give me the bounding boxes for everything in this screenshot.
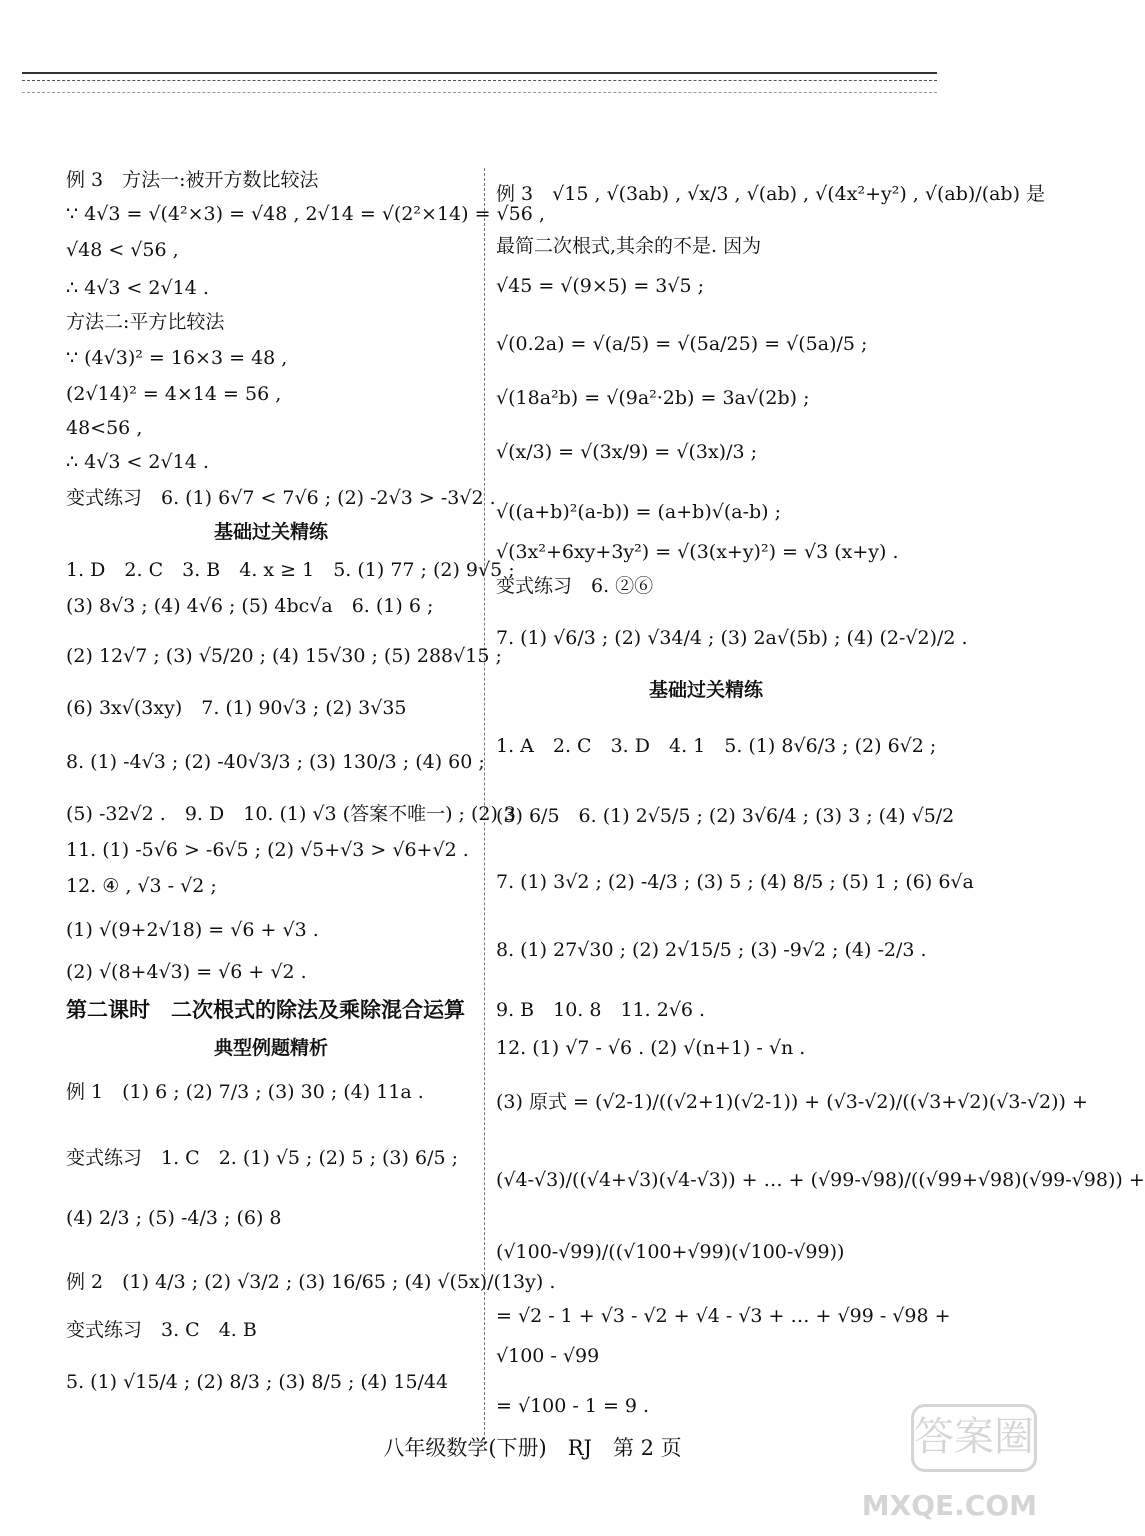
right-line: = √2 - 1 + √3 - √2 + √4 - √3 + … + √99 - √98 +: [496, 1305, 951, 1327]
left-line: 方法二:平方比较法: [66, 311, 225, 333]
left-section-heading: 典型例题精析: [213, 1037, 328, 1059]
right-line: √((a+b)²(a-b)) = (a+b)√(a-b) ;: [496, 501, 782, 523]
left-line: 5. (1) √15/4 ; (2) 8/3 ; (3) 8/5 ; (4) 15/44: [66, 1371, 449, 1393]
header-rule-dashed-2: [22, 92, 937, 93]
left-line: 变式练习 3. C 4. B: [66, 1319, 257, 1341]
left-line: ∵ 4√3 = √(4²×3) = √48 , 2√14 = √(2²×14) = √56 ,: [66, 203, 545, 225]
right-line: 9. B 10. 8 11. 2√6 .: [496, 999, 706, 1021]
header-rule: [22, 72, 937, 74]
left-line: 48<56 ,: [66, 417, 143, 439]
left-line: 例 2 (1) 4/3 ; (2) √3/2 ; (3) 16/65 ; (4) √(5x)/(13y) .: [66, 1271, 556, 1293]
watermark-bottom: MXQE.COM: [861, 1489, 1037, 1522]
right-line: √(18a²b) = √(9a²·2b) = 3a√(2b) ;: [496, 387, 810, 409]
left-line: 变式练习 6. (1) 6√7 < 7√6 ; (2) -2√3 > -3√2 .: [66, 487, 496, 509]
right-line: = √100 - 1 = 9 .: [496, 1395, 650, 1417]
left-section-heading: 第二课时 二次根式的除法及乘除混合运算: [66, 997, 465, 1022]
right-line: √(3x²+6xy+3y²) = √(3(x+y)²) = √3 (x+y) .: [496, 541, 899, 563]
right-line: 12. (1) √7 - √6 . (2) √(n+1) - √n .: [496, 1037, 806, 1059]
left-line: 例 1 (1) 6 ; (2) 7/3 ; (3) 30 ; (4) 11a .: [66, 1081, 424, 1103]
right-line: 7. (1) √6/3 ; (2) √34/4 ; (3) 2a√(5b) ; (4) (2-√2)/2 .: [496, 627, 968, 649]
right-section-heading: 基础过关精练: [648, 679, 763, 701]
right-line: 例 3 √15 , √(3ab) , √x/3 , √(ab) , √(4x²+y²) , √(ab)/(ab) 是: [496, 183, 1046, 205]
watermark-top: 答案圈: [911, 1404, 1037, 1472]
left-line: 例 3 方法一:被开方数比较法: [66, 169, 319, 191]
right-line: √100 - √99: [496, 1345, 600, 1367]
left-line: 11. (1) -5√6 > -6√5 ; (2) √5+√3 > √6+√2 .: [66, 839, 469, 861]
left-line: (1) √(9+2√18) = √6 + √3 .: [66, 919, 319, 941]
right-line: √45 = √(9×5) = 3√5 ;: [496, 275, 705, 297]
right-line: (3) 原式 = (√2-1)/((√2+1)(√2-1)) + (√3-√2)/((√3+√2)(√3-√2)) +: [496, 1091, 1088, 1113]
right-line: 7. (1) 3√2 ; (2) -4/3 ; (3) 5 ; (4) 8/5 ; (5) 1 ; (6) 6√a: [496, 871, 974, 893]
left-line: (6) 3x√(3xy) 7. (1) 90√3 ; (2) 3√35: [66, 697, 407, 719]
right-line: √(0.2a) = √(a/5) = √(5a/25) = √(5a)/5 ;: [496, 333, 868, 355]
header-rule-dashed: [22, 80, 937, 81]
left-line: (2) 12√7 ; (3) √5/20 ; (4) 15√30 ; (5) 288√15 ;: [66, 645, 502, 667]
left-line: (5) -32√2 . 9. D 10. (1) √3 (答案不唯一) ; (2) 3: [66, 803, 517, 825]
watermark-logo: [861, 1404, 1037, 1522]
left-line: 12. ④ , √3 - √2 ;: [66, 875, 217, 897]
page-footer: 八年级数学(下册) RJ 第 2 页: [383, 1436, 682, 1460]
left-line: √48 < √56 ,: [66, 239, 179, 261]
left-line: (3) 8√3 ; (4) 4√6 ; (5) 4bc√a 6. (1) 6 ;: [66, 595, 434, 617]
left-line: (2√14)² = 4×14 = 56 ,: [66, 383, 282, 405]
left-line: (2) √(8+4√3) = √6 + √2 .: [66, 961, 307, 983]
left-line: 变式练习 1. C 2. (1) √5 ; (2) 5 ; (3) 6/5 ;: [66, 1147, 458, 1169]
right-line: 变式练习 6. ②⑥: [496, 575, 654, 597]
right-line: 最简二次根式,其余的不是. 因为: [496, 235, 762, 257]
left-line: 8. (1) -4√3 ; (2) -40√3/3 ; (3) 130/3 ; (4) 60 ;: [66, 751, 485, 773]
right-line: 8. (1) 27√30 ; (2) 2√15/5 ; (3) -9√2 ; (4) -2/3 .: [496, 939, 927, 961]
left-line: (4) 2/3 ; (5) -4/3 ; (6) 8: [66, 1207, 282, 1229]
right-line: (√100-√99)/((√100+√99)(√100-√99)): [496, 1241, 845, 1263]
left-line: ∴ 4√3 < 2√14 .: [66, 277, 209, 299]
right-line: √(x/3) = √(3x/9) = √(3x)/3 ;: [496, 441, 758, 463]
right-line: (3) 6/5 6. (1) 2√5/5 ; (2) 3√6/4 ; (3) 3 ; (4) √5/2: [496, 805, 955, 827]
right-line: (√4-√3)/((√4+√3)(√4-√3)) + … + (√99-√98)/((√99+√98)(√99-√98)) +: [496, 1169, 1145, 1191]
left-line: 1. D 2. C 3. B 4. x ≥ 1 5. (1) 77 ; (2) 9√5 ;: [66, 559, 515, 581]
right-line: 1. A 2. C 3. D 4. 1 5. (1) 8√6/3 ; (2) 6√2 ;: [496, 735, 937, 757]
left-line: ∵ (4√3)² = 16×3 = 48 ,: [66, 347, 288, 369]
left-section-heading: 基础过关精练: [213, 521, 328, 543]
left-line: ∴ 4√3 < 2√14 .: [66, 451, 209, 473]
